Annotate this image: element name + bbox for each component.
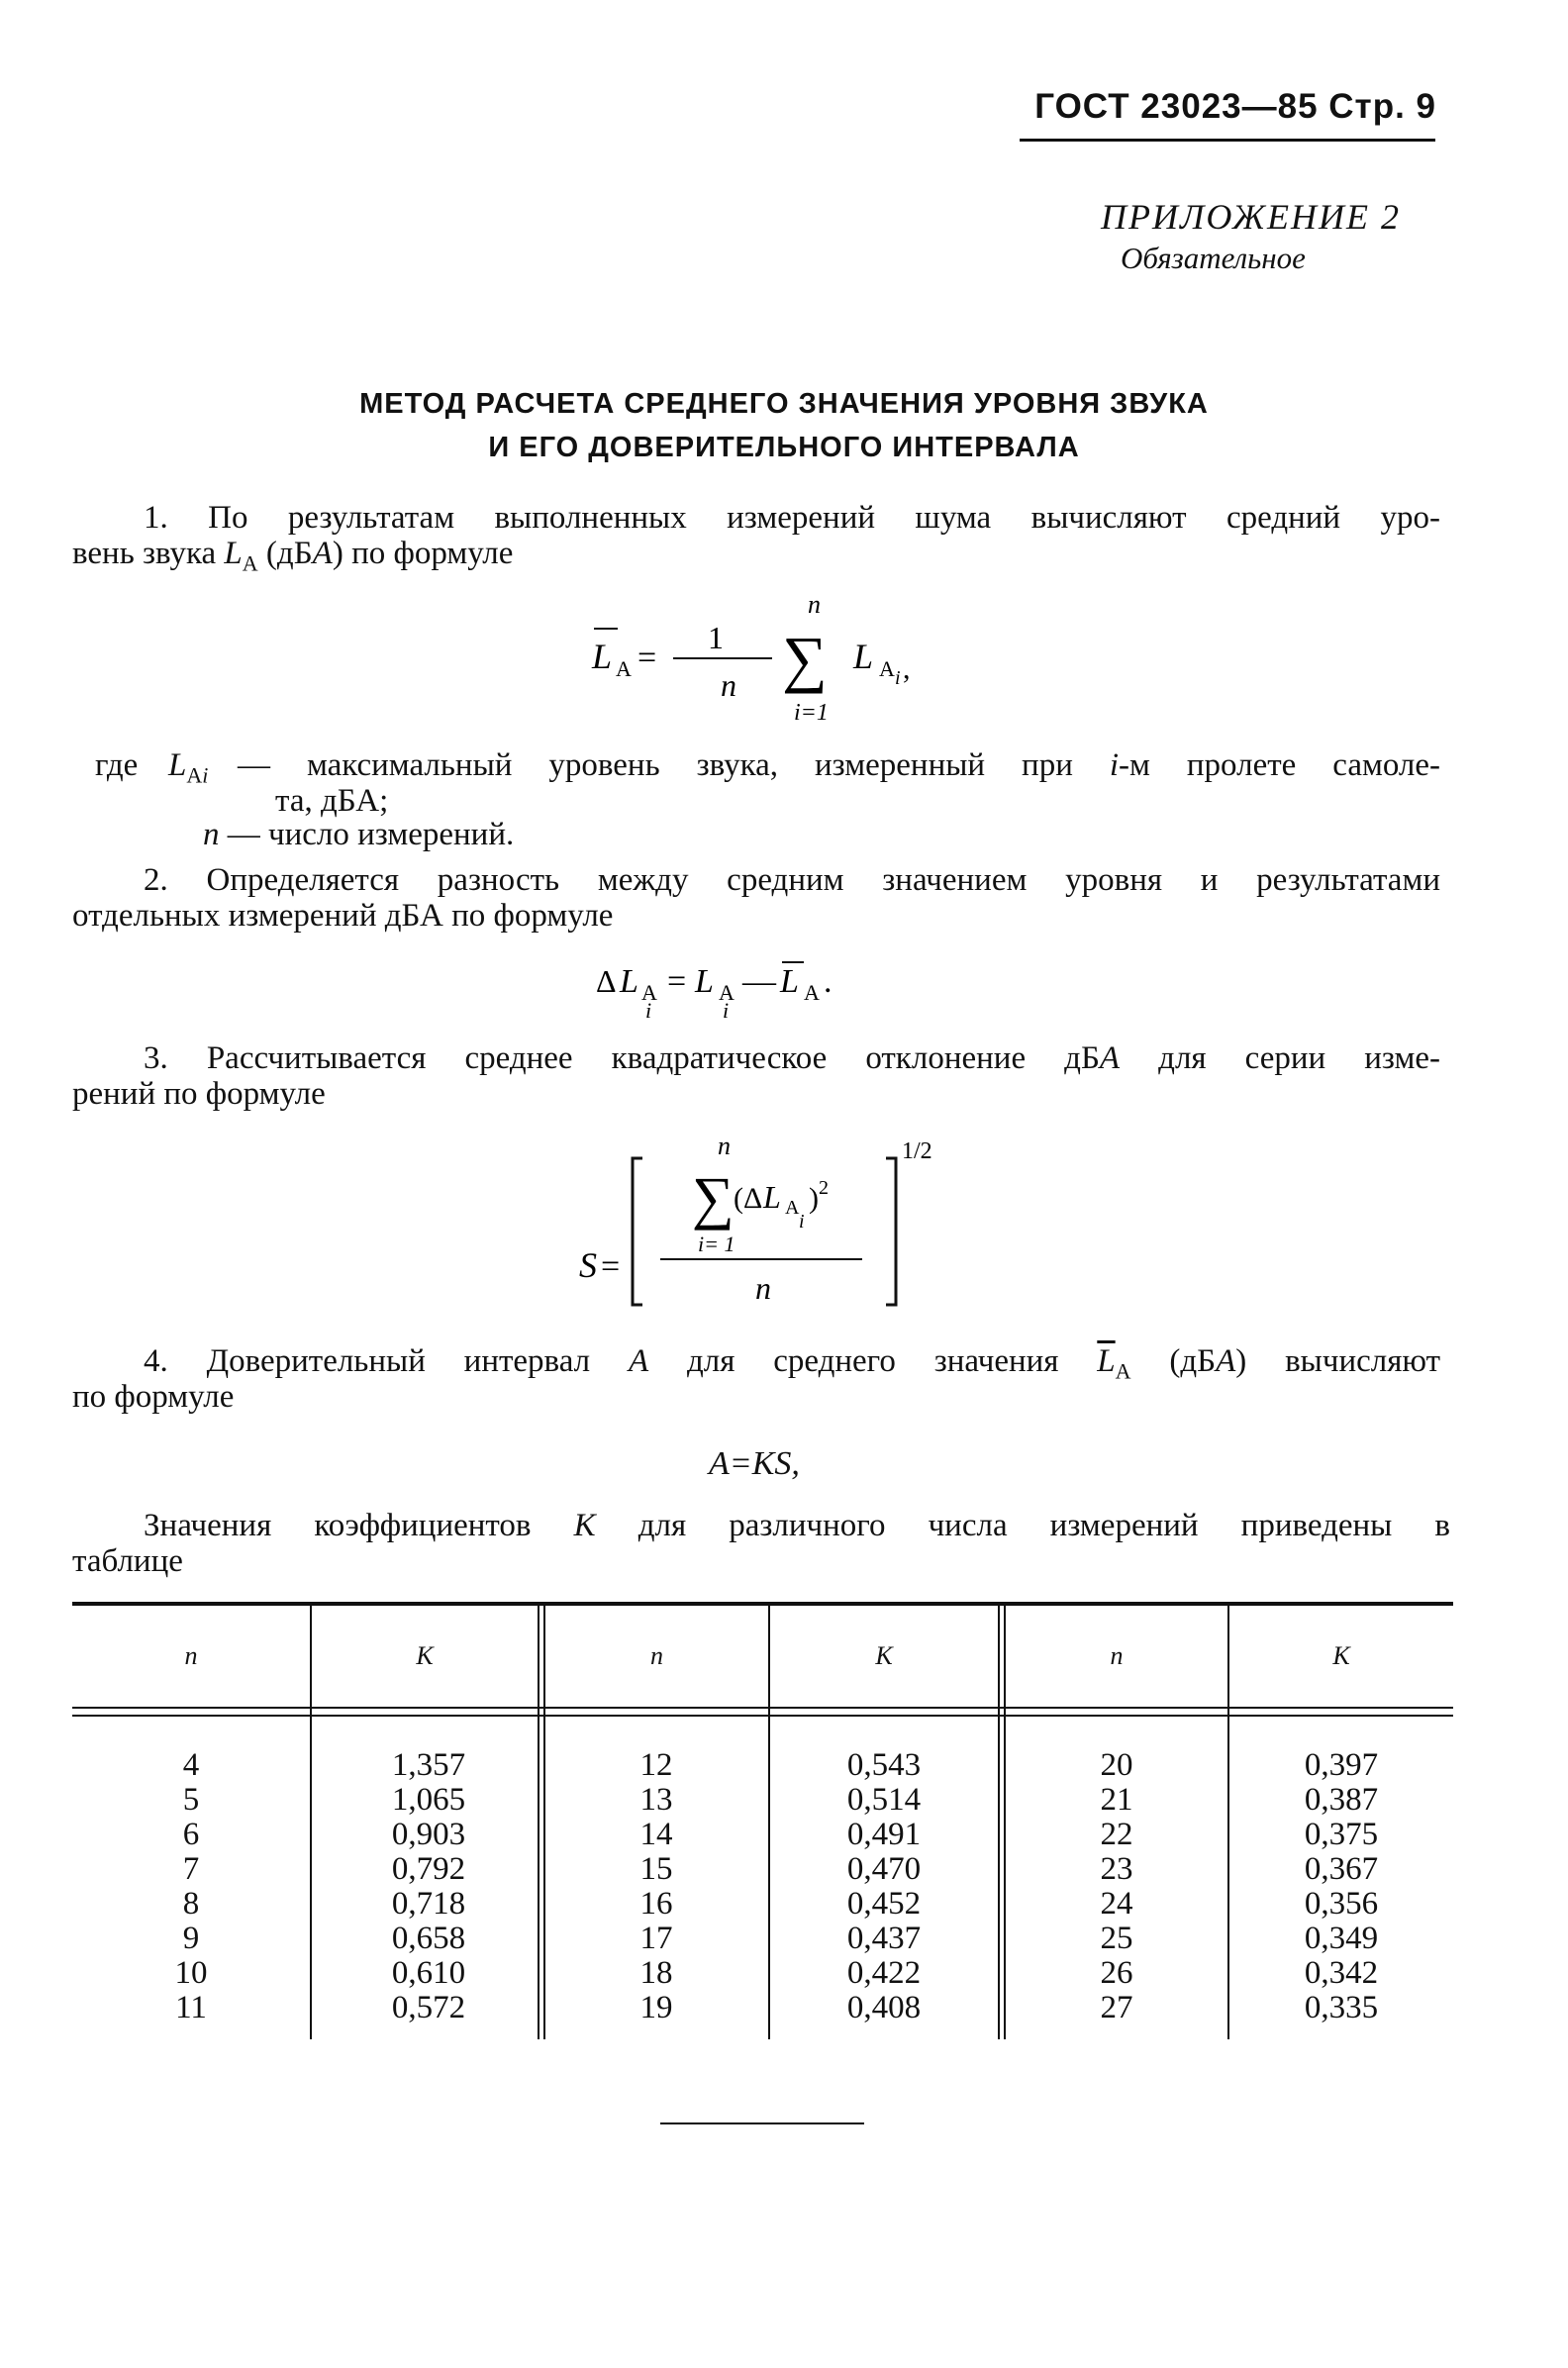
table-cell: 13: [639, 1782, 673, 1818]
header-n1: n: [184, 1641, 198, 1670]
svg-text:A: A: [804, 980, 820, 1005]
svg-text:i= 1: i= 1: [698, 1232, 735, 1256]
p3-line1: 3. Рассчитывается среднее квадратическое отклонение дБA для серии изме-: [144, 1040, 1441, 1076]
table-cell: 0,422: [846, 1955, 922, 1991]
table-cell: 7: [182, 1851, 200, 1887]
table-header-rule2: [72, 1715, 1453, 1717]
table-cell: 11: [175, 1990, 207, 2025]
header-n3: n: [1110, 1641, 1124, 1670]
table-cell: 17: [639, 1921, 673, 1956]
svg-text:∑: ∑: [692, 1165, 735, 1231]
mean-sum-upper: n: [808, 590, 821, 619]
table-cell: 12: [639, 1747, 673, 1783]
svg-text:n: n: [718, 1132, 731, 1160]
where-def1-cont: та, дБА;: [275, 783, 389, 819]
svg-text:L: L: [780, 963, 799, 1000]
appendix-status: Обязательное: [1121, 241, 1306, 275]
section-title-line2: И ЕГО ДОВЕРИТЕЛЬНОГО ИНТЕРВАЛА: [488, 432, 1080, 463]
table-cell: 20: [1100, 1747, 1133, 1783]
where-lead: где: [95, 747, 139, 783]
table-cell: 0,514: [846, 1782, 922, 1818]
svg-text:Δ: Δ: [596, 963, 617, 999]
table-cell: 0,452: [846, 1886, 922, 1922]
mean-one: 1: [708, 620, 724, 655]
svg-text:.: .: [824, 963, 833, 1000]
svg-text:i: i: [645, 998, 652, 1020]
where-n: n — число измерений.: [203, 817, 515, 852]
svg-text:i: i: [895, 667, 901, 689]
svg-text:(Δ: (Δ: [734, 1182, 763, 1215]
table-top-rule: [72, 1602, 1453, 1606]
mean-A: A: [616, 656, 632, 681]
table-cell: 0,342: [1304, 1955, 1379, 1991]
column-n3: [1067, 1748, 1166, 2025]
svg-text:L: L: [853, 637, 874, 676]
table-cell: 27: [1100, 1990, 1133, 2025]
svg-text:2: 2: [819, 1177, 829, 1199]
formula-mean: [574, 589, 990, 728]
svg-text:L: L: [620, 963, 638, 1000]
p3-line2: рений по формуле: [72, 1076, 326, 1112]
where-symbol: $L_{Ai}$: [168, 747, 209, 788]
header-k1: K: [416, 1641, 434, 1670]
mean-n: n: [721, 667, 736, 703]
table-cell: 19: [639, 1990, 673, 2025]
table-cell: 6: [182, 1817, 200, 1852]
exponent-half: 1/2: [902, 1138, 932, 1164]
table-cell: 0,491: [846, 1817, 922, 1852]
header-k3: K: [1332, 1641, 1350, 1670]
table-cell: 16: [639, 1886, 673, 1922]
svg-text:L: L: [763, 1179, 781, 1215]
end-rule: [660, 2122, 864, 2124]
table-cell: 0,356: [1304, 1886, 1379, 1922]
table-cell: 0,658: [391, 1921, 466, 1956]
svg-text:A: A: [719, 980, 735, 1005]
table-cell: 0,397: [1304, 1747, 1379, 1783]
header-rule: [1020, 139, 1435, 142]
table-cell: 0,437: [846, 1921, 922, 1956]
p2-line2: отдельных измерений дБА по формуле: [72, 898, 614, 934]
sum-sign: ∑: [782, 624, 828, 694]
table-cell: 9: [182, 1921, 200, 1956]
table-cell: 0,903: [391, 1817, 466, 1852]
table-cell: 4: [182, 1747, 200, 1783]
svg-text:A: A: [785, 1197, 800, 1219]
formula-delta: [594, 950, 950, 1020]
table-cell: 5: [182, 1782, 200, 1818]
header-n2: n: [650, 1641, 663, 1670]
p5-line2: таблице: [72, 1543, 183, 1579]
table-cell: 0,470: [846, 1851, 922, 1887]
p4-line2: по формуле: [72, 1379, 235, 1415]
coefficient-table: [72, 1602, 1453, 2047]
svg-text:): ): [809, 1182, 819, 1215]
table-cell: 0,335: [1304, 1990, 1379, 2025]
svg-text:n: n: [755, 1270, 771, 1306]
svg-text:A: A: [641, 980, 657, 1005]
p1-line1: 1. По результатам выполненных измерений шума вычисляют средний уро-: [144, 500, 1440, 536]
table-cell: 24: [1100, 1886, 1133, 1922]
table-cell: 23: [1100, 1851, 1133, 1887]
table-cell: 0,572: [391, 1990, 466, 2025]
table-cell: 0,792: [391, 1851, 466, 1887]
page-header: ГОСТ 23023—85 Стр. 9: [1034, 87, 1436, 126]
table-cell: 21: [1100, 1782, 1133, 1818]
table-cell: 8: [182, 1886, 200, 1922]
column-k2: [825, 1748, 943, 2025]
table-cell: 15: [639, 1851, 673, 1887]
column-n2: [607, 1748, 706, 2025]
formula-interval: A=KS,: [709, 1445, 800, 1482]
where-def1: — максимальный уровень звука, измеренный при i-м пролете самоле-: [238, 747, 1441, 783]
table-cell: 25: [1100, 1921, 1133, 1956]
p1-line2: вень звука $L_A$ (дБA) по формуле: [72, 536, 514, 576]
svg-text:=: =: [667, 963, 687, 1000]
svg-text:=: =: [601, 1248, 621, 1285]
table-cell: 0,375: [1304, 1817, 1379, 1852]
table-cell: 26: [1100, 1955, 1133, 1991]
svg-text:S: S: [579, 1245, 597, 1285]
table-cell: 1,065: [391, 1782, 466, 1818]
svg-text:i: i: [799, 1211, 805, 1233]
svg-text:L: L: [695, 963, 714, 1000]
table-cell: 0,610: [391, 1955, 466, 1991]
svg-text:i=1: i=1: [794, 700, 829, 726]
table-cell: 1,357: [391, 1747, 466, 1783]
column-k3: [1282, 1748, 1401, 2025]
mean-L: L: [592, 637, 613, 676]
p5-line1: Значения коэффициентов K для различного числа измерений приведены в: [144, 1508, 1451, 1543]
table-cell: 0,367: [1304, 1851, 1379, 1887]
column-n1: [151, 1748, 231, 2025]
table-cell: 0,408: [846, 1990, 922, 2025]
table-cell: 14: [639, 1817, 673, 1852]
table-header-rule1: [72, 1707, 1453, 1709]
table-cell: 10: [174, 1955, 208, 1991]
table-cell: 0,718: [391, 1886, 466, 1922]
table-cell: 18: [639, 1955, 673, 1991]
p4-line1: 4. Доверительный интервал A для среднего значения $\overline{L}_A$ (дБA) вычисляют: [144, 1343, 1441, 1384]
column-k1: [369, 1748, 488, 2025]
svg-text:—: —: [742, 963, 776, 1000]
svg-text:i: i: [723, 998, 730, 1020]
svg-text:A: A: [879, 656, 895, 681]
svg-text:=: =: [637, 640, 657, 676]
formula-std: [569, 1129, 985, 1317]
table-cell: 0,387: [1304, 1782, 1379, 1818]
p2-line1: 2. Определяется разность между средним значением уровня и результатами: [144, 862, 1440, 898]
table-cell: 0,543: [846, 1747, 922, 1783]
svg-text:,: ,: [903, 652, 911, 685]
appendix-title: ПРИЛОЖЕНИЕ 2: [1101, 197, 1401, 237]
section-title-line1: МЕТОД РАСЧЕТА СРЕДНЕГО ЗНАЧЕНИЯ УРОВНЯ ЗВУКА: [359, 388, 1209, 420]
header-k2: K: [875, 1641, 893, 1670]
table-cell: 22: [1100, 1817, 1133, 1852]
table-cell: 0,349: [1304, 1921, 1379, 1956]
